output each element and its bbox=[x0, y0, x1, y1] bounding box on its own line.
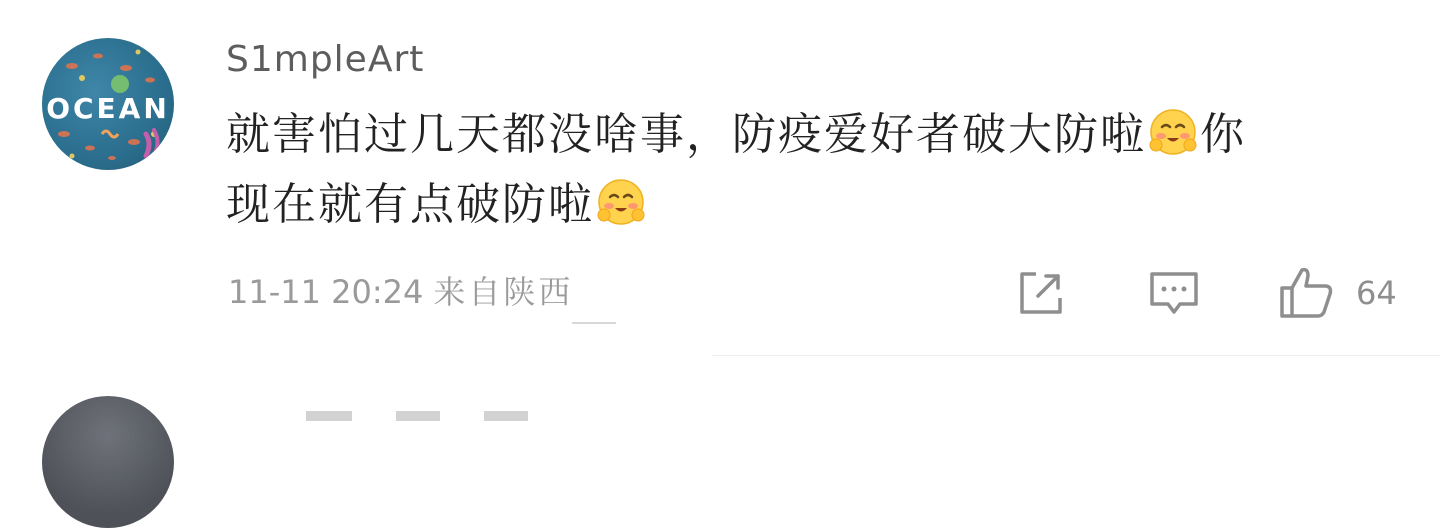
share-icon bbox=[1016, 268, 1066, 318]
thumbs-up-icon bbox=[1278, 266, 1334, 320]
comment-text-line2: 现在就有点破防啦 bbox=[226, 179, 594, 230]
next-username-fragment bbox=[306, 411, 352, 421]
like-button[interactable] bbox=[1278, 268, 1397, 318]
location: 来自陕西 bbox=[433, 273, 574, 311]
location-underline bbox=[572, 322, 616, 324]
avatar-text: OCEAN bbox=[46, 92, 170, 125]
user-avatar[interactable] bbox=[42, 38, 174, 170]
blush-emoji-icon bbox=[1148, 107, 1198, 157]
blush-emoji-icon bbox=[596, 177, 646, 227]
next-username-fragment bbox=[396, 411, 440, 421]
ocean-avatar-art bbox=[42, 38, 174, 170]
comment-text-line1: 就害怕过几天都没啥事，防疫爱好者破大防啦 bbox=[226, 109, 1146, 160]
comment-divider bbox=[712, 355, 1440, 356]
comment-icon bbox=[1148, 268, 1200, 318]
comment-text-line1-tail: 你 bbox=[1200, 109, 1246, 160]
share-button[interactable] bbox=[1016, 268, 1066, 318]
comment-text bbox=[226, 100, 1406, 240]
reply-button[interactable] bbox=[1148, 268, 1200, 318]
timestamp: 11-11 20:24 bbox=[228, 273, 424, 311]
username[interactable]: S1mpleArt bbox=[226, 39, 425, 80]
like-count: 64 bbox=[1356, 274, 1397, 312]
comment-meta bbox=[228, 272, 573, 312]
next-comment-avatar[interactable] bbox=[42, 396, 174, 528]
next-username-fragment bbox=[484, 411, 528, 421]
